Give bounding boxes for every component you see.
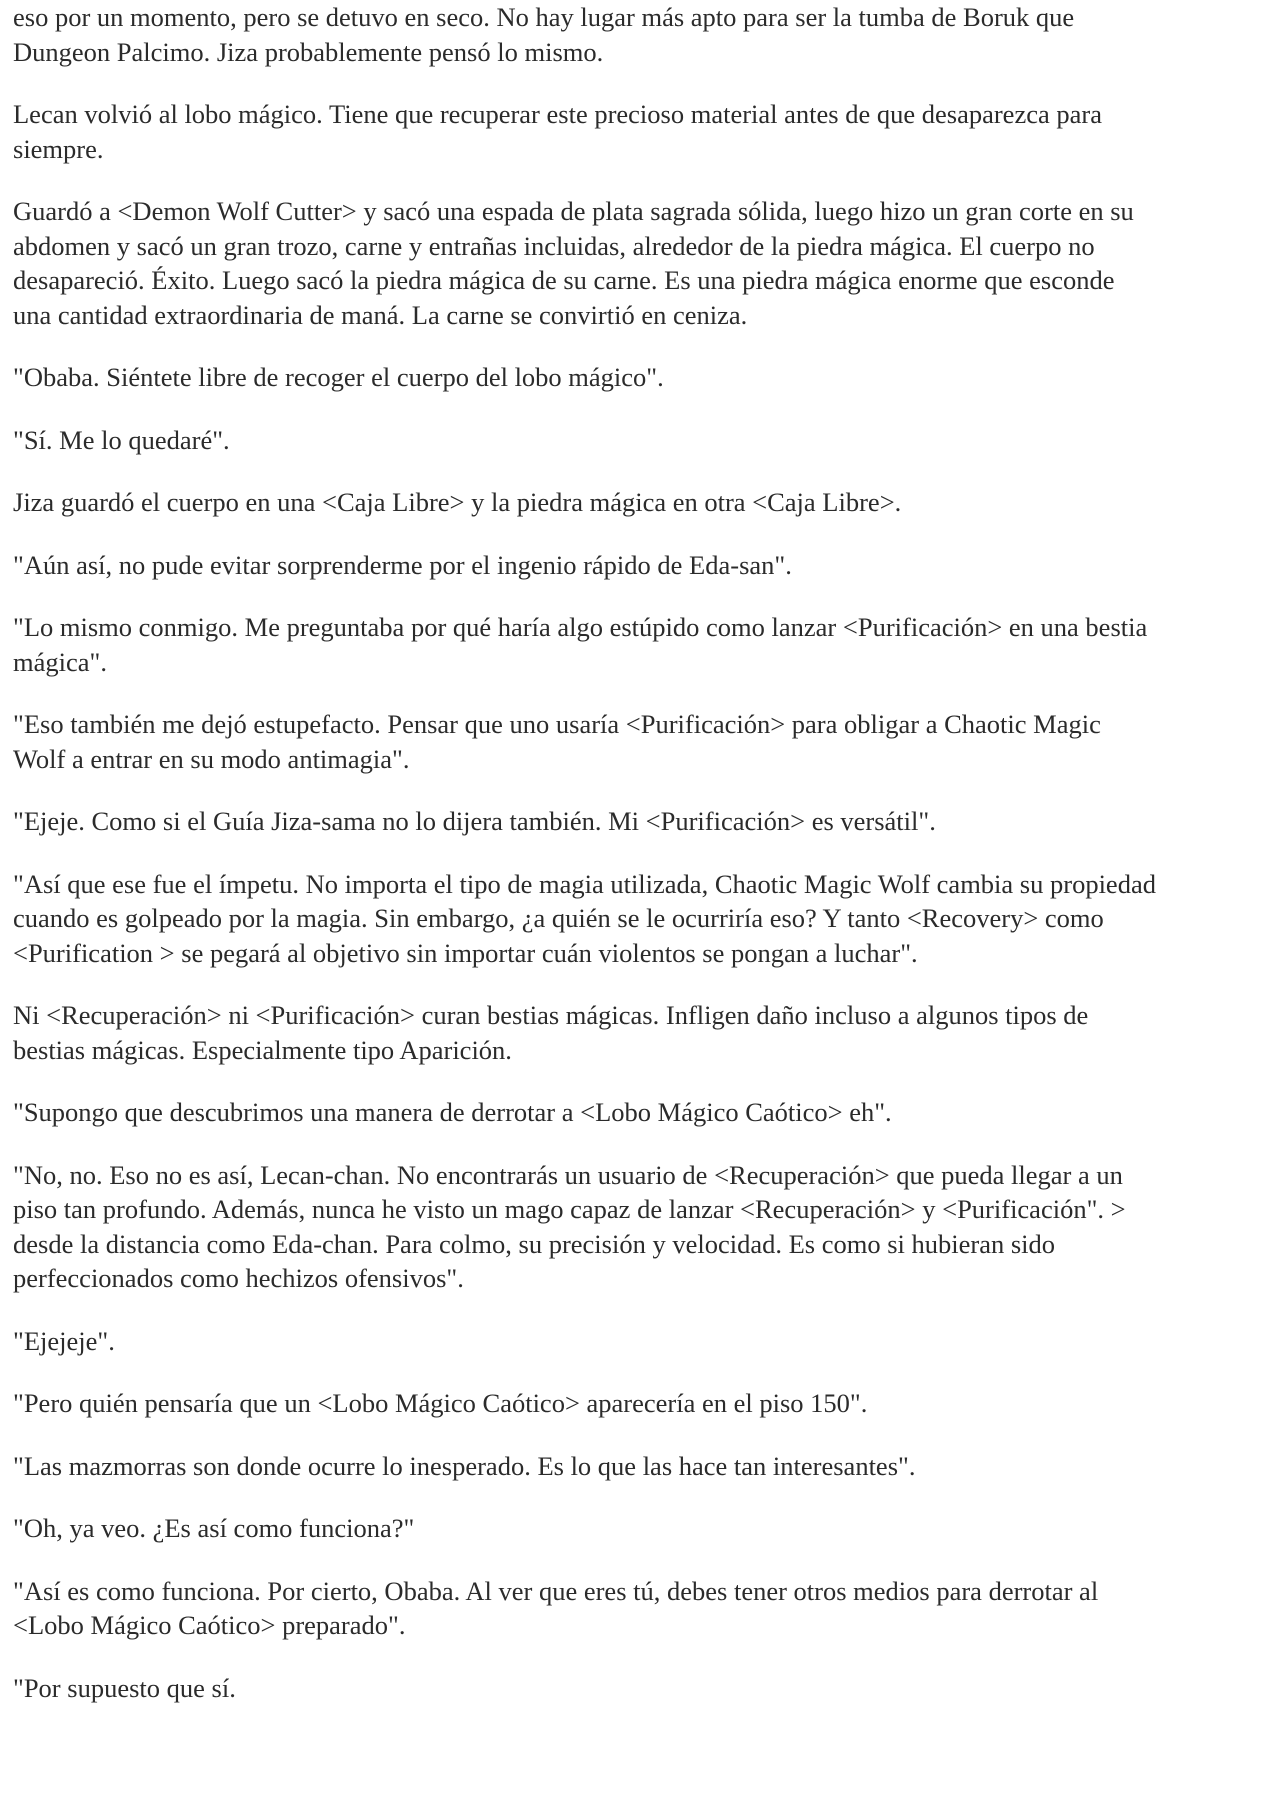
paragraph: "Ejejeje". xyxy=(13,1325,115,1356)
paragraph: "Supongo que descubrimos una manera de derrotar a <Lobo Mágico Caótico> eh". xyxy=(13,1097,892,1127)
paragraph: Guardó a <Demon Wolf Cutter> y sacó una espada de plata sagrada sólida, luego hizo un gran corte en su abdomen y sacó un gran trozo, carne y entrañas incluidas, alrededor de la piedra mágica. El cuerpo no desapareció. Éxito. Luego sacó la piedra mágica de su carne. Es una piedra mágica enorme que esconde una cantidad extraordinaria de maná. La carne se convirtió en ceniza. xyxy=(13,196,1134,330)
paragraph: "Eso también me dejó estupefacto. Pensar que uno usaría <Purificación> para obligar a Chaotic Magic Wolf a entrar en su modo antimagia". xyxy=(13,709,1101,774)
paragraph: eso por un momento, pero se detuvo en seco. No hay lugar más apto para ser la tumba de Boruk que Dungeon Palcimo. Jiza probablemente pensó lo mismo. xyxy=(13,2,1075,67)
paragraph: Ni <Recuperación> ni <Purificación> curan bestias mágicas. Infligen daño incluso a algunos tipos de bestias mágicas. Especialmente tipo Aparición. xyxy=(13,1000,1089,1065)
paragraph: "Así es como funciona. Por cierto, Obaba. Al ver que eres tú, debes tener otros medios para derrotar al <Lobo Mágico Caótico> preparado". xyxy=(13,1575,1099,1640)
paragraph: Lecan volvió al lobo mágico. Tiene que recuperar este precioso material antes de que desaparezca para siempre. xyxy=(13,99,1102,164)
paragraph: Jiza guardó el cuerpo en una <Caja Libre> y la piedra mágica en otra <Caja Libre>. xyxy=(13,487,902,517)
paragraph: "Lo mismo conmigo. Me preguntaba por qué haría algo estúpido como lanzar <Purificación> en una bestia mágica". xyxy=(13,612,1148,677)
paragraph: "Por supuesto que sí. xyxy=(13,1672,236,1703)
paragraph: "Aún así, no pude evitar sorprenderme por el ingenio rápido de Eda-san". xyxy=(13,549,792,580)
paragraph: "Oh, ya veo. ¿Es así como funciona?" xyxy=(13,1513,415,1543)
paragraph: "Ejeje. Como si el Guía Jiza-sama no lo dijera también. Mi <Purificación> es versátil". xyxy=(13,806,936,836)
document-body xyxy=(13,0,1273,1733)
paragraph: "Pero quién pensaría que un <Lobo Mágico Caótico> aparecería en el piso 150". xyxy=(13,1388,868,1418)
paragraph: "Sí. Me lo quedaré". xyxy=(13,424,230,455)
paragraph: "Obaba. Siéntete libre de recoger el cuerpo del lobo mágico". xyxy=(13,362,664,392)
paragraph: "No, no. Eso no es así, Lecan-chan. No encontrarás un usuario de <Recuperación> que pueda llegar a un piso tan profundo. Además, nunca he visto un mago capaz de lanzar <Recuperación> y <Purificación". > desde la distancia como Eda-chan. Para colmo, su precisión y velocidad. Es como si hubieran sido perfeccionados como hechizos ofensivos". xyxy=(13,1159,1126,1293)
paragraph: "Así que ese fue el ímpetu. No importa el tipo de magia utilizada, Chaotic Magic Wolf cambia su propiedad cuando es golpeado por la magia. Sin embargo, ¿a quién se le ocurriría eso? Y tanto <Recovery> como <Purification > se pegará al objetivo sin importar cuán violentos se pongan a luchar". xyxy=(13,868,1156,968)
paragraph: "Las mazmorras son donde ocurre lo inesperado. Es lo que las hace tan interesantes". xyxy=(13,1450,916,1481)
